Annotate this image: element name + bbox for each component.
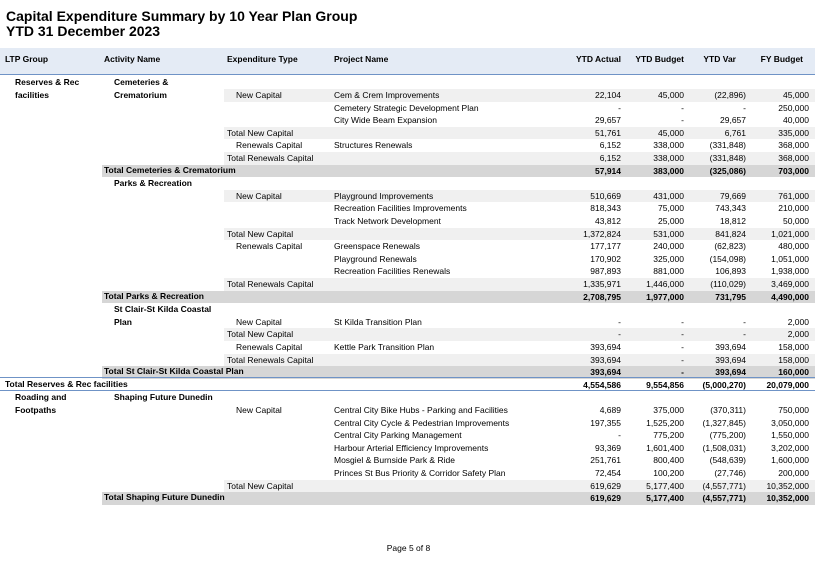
cell-ytd-budget: 9,554,856 [646,379,684,390]
cell-project: Cemetery Strategic Development Plan [334,102,479,113]
cell-ytd-actual: 1,335,971 [583,279,621,289]
cell-ytd-var: (775,200) [709,430,746,441]
cell-ytd-budget: 1,525,200 [646,417,684,428]
cell-ytd-actual: 29,657 [595,115,621,126]
cell-type: Renewals Capital [236,140,303,151]
cell-type: Total New Capital [227,480,294,491]
cell-ytd-budget: 1,446,000 [646,279,684,289]
table-row [0,429,815,442]
cell-project: Track Network Development [334,216,441,226]
cell-ytd-actual: 818,343 [590,203,621,214]
cell-fy-budget: 3,469,000 [771,279,809,289]
cell-project: Greenspace Renewals [334,241,420,252]
cell-project: Structures Renewals [334,140,413,151]
table-row [0,265,815,278]
cell-fy-budget: 160,000 [778,367,809,378]
table-row [0,114,815,127]
cell-ytd-var: (1,508,031) [702,442,746,453]
cell-ytd-var: - [743,102,746,113]
header-ytd-var: YTD Var [703,54,736,64]
cell-fy-budget: 750,000 [778,405,809,415]
group-label-line1: Reserves & Rec [15,77,80,87]
cell-ytd-budget: 100,200 [653,468,684,478]
cell-ytd-budget: 383,000 [653,165,684,176]
cell-ytd-budget: 338,000 [653,140,684,151]
cell-ytd-var: (4,557,771) [702,480,746,491]
header-ytd-budget: YTD Budget [635,54,684,64]
cell-ytd-var: (62,823) [714,241,746,252]
cell-fy-budget: 10,352,000 [766,480,809,491]
table-row [0,240,815,253]
cell-ytd-actual: 51,761 [595,127,621,138]
cell-project: Playground Improvements [334,190,434,201]
cell-ytd-budget: 1,977,000 [646,291,684,302]
cell-fy-budget: 20,079,000 [766,379,809,390]
cell-type: Total Renewals Capital [227,354,314,365]
cell-project: Recreation Facilities Improvements [334,203,467,214]
cell-project: Central City Parking Management [334,430,462,441]
cell-project: Cem & Crem Improvements [334,90,440,100]
cell-fy-budget: 1,550,000 [771,430,809,441]
cell-fy-budget: 368,000 [778,140,809,151]
cell-fy-budget: 1,938,000 [771,266,809,277]
cell-ytd-actual: 2,708,795 [583,291,621,302]
cell-ytd-actual: 177,177 [590,241,621,252]
cell-type: New Capital [236,316,282,327]
cell-type: Total New Capital [227,127,294,138]
group-label-line2: Footpaths [15,405,57,415]
header-ytd-actual: YTD Actual [575,54,621,64]
header-activity-name: Activity Name [104,54,161,64]
cell-fy-budget: 3,202,000 [771,442,809,453]
cell-ytd-actual: 987,893 [590,266,621,277]
table-row [0,202,815,215]
table-row [0,404,815,417]
cell-fy-budget: 368,000 [778,153,809,163]
cell-ytd-var: (331,848) [709,140,746,151]
cell-ytd-budget: 431,000 [653,190,684,201]
table-row [224,278,815,291]
cell-ytd-var: 393,694 [715,342,746,352]
table-row [0,454,815,467]
cell-fy-budget: 4,490,000 [771,291,809,302]
cell-project: Princes St Bus Priority & Corridor Safety Plan [334,468,506,478]
header-ltp-group: LTP Group [5,54,49,64]
cell-ytd-var: (370,311) [710,405,746,415]
cell-ytd-actual: 197,355 [590,417,621,428]
subtotal-label: Total St Clair-St Kilda Coastal Plan [104,366,244,376]
cell-type: Total Renewals Capital [227,279,314,289]
cell-type: New Capital [236,405,282,415]
cell-fy-budget: 703,000 [778,165,809,176]
cell-ytd-actual: 393,694 [590,354,621,365]
subtotal-label: Total Parks & Recreation [104,291,204,301]
cell-ytd-actual: 393,694 [590,342,621,352]
header-fy-budget: FY Budget [760,54,803,64]
report-subtitle: YTD 31 December 2023 [6,23,161,39]
table-row [224,127,815,140]
cell-ytd-budget: - [681,329,684,340]
table-row [224,89,815,102]
subtotal-row [102,291,815,304]
table-row [224,328,815,341]
cell-ytd-var: 18,812 [720,216,746,226]
cell-ytd-var: 6,761 [724,127,746,138]
page-number: Page 5 of 8 [386,543,431,553]
cell-project: Central City Cycle & Pedestrian Improvements [334,417,510,428]
cell-fy-budget: 40,000 [783,115,809,126]
cell-project: Recreation Facilities Renewals [334,266,451,277]
table-row [224,228,815,241]
cell-ytd-actual: 170,902 [590,253,621,264]
cell-ytd-actual: 57,914 [595,165,621,176]
grand-total-bottom-rule [0,390,815,391]
group-label-line2: facilities [15,90,50,100]
cell-ytd-budget: - [681,367,684,378]
cell-ytd-budget: 338,000 [653,153,684,163]
cell-ytd-var: (1,327,845) [702,417,746,428]
cell-ytd-var: 393,694 [715,367,746,378]
cell-ytd-budget: 25,000 [658,216,684,226]
cell-ytd-budget: 240,000 [653,241,684,252]
cell-fy-budget: 158,000 [778,354,809,365]
cell-ytd-budget: 375,000 [653,405,684,415]
cell-ytd-actual: - [618,329,621,340]
cell-ytd-actual: - [618,102,621,113]
cell-ytd-actual: 510,669 [590,190,621,201]
activity-label-line1: Cemeteries & [114,77,169,87]
cell-ytd-var: 731,795 [715,291,746,302]
cell-ytd-actual: - [618,430,621,441]
cell-ytd-var: (548,639) [709,455,746,466]
cell-project: Playground Renewals [334,253,417,264]
cell-type: Renewals Capital [236,342,303,352]
cell-project: Kettle Park Transition Plan [334,342,435,352]
cell-ytd-budget: 45,000 [658,90,684,100]
cell-fy-budget: 761,000 [778,190,809,201]
cell-ytd-budget: 5,177,400 [646,480,684,491]
table-row [0,102,815,115]
cell-fy-budget: 480,000 [778,241,809,252]
cell-ytd-budget: - [681,354,684,365]
cell-ytd-actual: 22,104 [595,90,621,100]
cell-type: Total New Capital [227,329,294,340]
table-row [0,253,815,266]
cell-fy-budget: 1,600,000 [771,455,809,466]
group-label-line1: Roading and [15,392,67,402]
cell-project: Harbour Arterial Efficiency Improvements [334,442,489,453]
cell-ytd-var: (325,086) [709,165,746,176]
header-project-name: Project Name [334,54,389,64]
cell-ytd-actual: 4,554,586 [583,379,621,390]
cell-ytd-actual: 43,812 [595,216,621,226]
cell-ytd-var: 79,669 [720,190,746,201]
cell-ytd-budget: 75,000 [658,203,684,214]
cell-ytd-actual: 619,629 [590,480,621,491]
table-row [0,215,815,228]
cell-type: New Capital [236,90,282,100]
cell-ytd-var: (4,557,771) [702,493,746,504]
cell-fy-budget: 1,021,000 [771,228,809,239]
cell-project: Mosgiel & Burnside Park & Ride [334,455,455,466]
cell-ytd-actual: 251,761 [590,455,621,466]
cell-type: Total New Capital [227,228,294,239]
activity-label-line2: Crematorium [114,90,167,100]
cell-ytd-var: 29,657 [720,115,746,126]
cell-ytd-actual: 4,689 [599,405,621,415]
report-title: Capital Expenditure Summary by 10 Year Plan Group [6,8,358,24]
cell-ytd-actual: 72,454 [595,468,621,478]
cell-fy-budget: 50,000 [783,216,809,226]
subtotal-label: Total Shaping Future Dunedin [104,492,225,502]
cell-ytd-budget: - [681,102,684,113]
cell-fy-budget: 1,051,000 [771,253,809,264]
cell-ytd-budget: 325,000 [653,253,684,264]
cell-ytd-actual: 6,152 [599,140,621,151]
cell-ytd-budget: 800,400 [653,455,684,466]
table-row [0,442,815,455]
cell-ytd-budget: 5,177,400 [646,493,684,504]
cell-ytd-actual: 393,694 [590,367,621,378]
table-row [0,417,815,430]
table-row [224,354,815,367]
cell-ytd-var: - [743,329,746,340]
cell-ytd-budget: 775,200 [653,430,684,441]
cell-ytd-var: (331,848) [709,153,746,163]
cell-ytd-budget: - [681,342,684,352]
cell-fy-budget: 10,352,000 [766,493,809,504]
activity-label-line1: St Clair-St Kilda Coastal [114,304,212,314]
cell-type: New Capital [236,190,282,201]
cell-ytd-actual: 619,629 [590,493,621,504]
header-expenditure-type: Expenditure Type [227,54,298,64]
cell-fy-budget: 3,050,000 [771,417,809,428]
cell-fy-budget: 250,000 [778,102,809,113]
table-row [0,467,815,480]
activity-label-line1: Parks & Recreation [114,178,192,188]
cell-fy-budget: 210,000 [778,203,809,214]
table-row [224,480,815,493]
cell-ytd-budget: - [681,316,684,327]
activity-label-line1: Shaping Future Dunedin [114,392,213,402]
cell-ytd-var: 106,893 [715,266,746,277]
table-row [0,341,815,354]
cell-ytd-var: 393,694 [715,354,746,365]
cell-fy-budget: 158,000 [778,342,809,352]
cell-ytd-budget: 45,000 [658,127,684,138]
cell-ytd-var: (110,029) [710,279,746,289]
table-row [224,152,815,165]
activity-label-line2: Plan [114,317,132,327]
cell-ytd-var: (27,746) [714,468,746,478]
cell-ytd-budget: 1,601,400 [646,442,684,453]
table-header [0,48,815,75]
cell-project: St Kilda Transition Plan [334,316,422,327]
grand-total-label: Total Reserves & Rec facilities [5,379,128,389]
subtotal-label: Total Cemeteries & Crematorium [104,165,236,175]
cell-ytd-actual: 6,152 [599,153,621,163]
table-row [0,139,815,152]
cell-ytd-var: - [743,316,746,327]
cell-ytd-actual: 1,372,824 [583,228,621,239]
cell-ytd-actual: 93,369 [595,442,621,453]
cell-fy-budget: 2,000 [787,329,809,340]
cell-fy-budget: 45,000 [783,90,809,100]
cell-type: Total Renewals Capital [227,153,314,163]
cell-fy-budget: 335,000 [778,127,809,138]
cell-ytd-var: (154,098) [709,253,746,264]
cell-type: Renewals Capital [236,241,303,252]
cell-project: City Wide Beam Expansion [334,115,437,126]
cell-ytd-budget: - [681,115,684,126]
cell-ytd-var: (22,896) [714,90,746,100]
grand-total-top-rule [0,377,815,378]
cell-ytd-var: (5,000,270) [702,379,746,390]
cell-ytd-budget: 881,000 [653,266,684,277]
cell-ytd-budget: 531,000 [653,228,684,239]
cell-fy-budget: 200,000 [778,468,809,478]
cell-ytd-var: 841,824 [715,228,746,239]
cell-ytd-actual: - [618,316,621,327]
cell-ytd-var: 743,343 [715,203,746,214]
cell-project: Central City Bike Hubs - Parking and Facilities [334,405,508,415]
table-row [224,190,815,203]
cell-fy-budget: 2,000 [787,316,809,327]
